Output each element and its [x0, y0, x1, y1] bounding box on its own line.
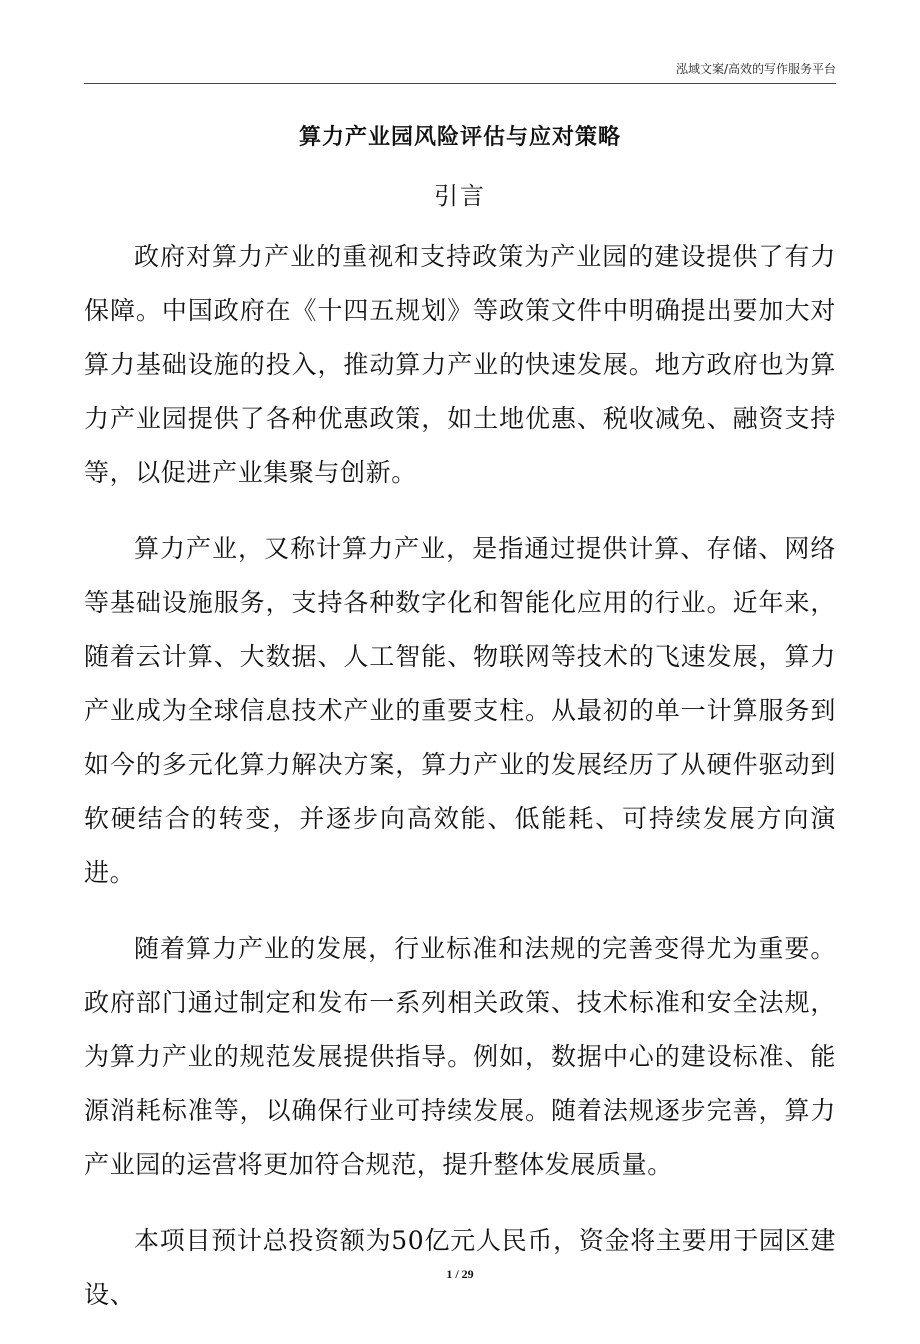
body-text: [84, 230, 836, 1344]
header-divider: [84, 83, 836, 84]
document-title: 算力产业园风险评估与应对策略: [298, 125, 621, 150]
paragraph: 随着算力产业的发展，行业标准和法规的完善变得尤为重要。政府部门通过制定和发布一系列相关政策、技术标准和安全法规，为算力产业的规范发展提供指导。例如，数据中心的建设标准、能源消耗标准等，以确保行业可持续发展。随着法规逐步完善，算力产业园的运营将更加符合规范，提升整体发展质量。: [84, 934, 836, 1179]
paragraph: 本项目预计总投资额为50亿元人民币，资金将主要用于园区建设、: [84, 1226, 836, 1309]
header-note: 泓域文案/高效的写作服务平台: [675, 62, 836, 76]
section-heading: 引言: [434, 182, 486, 210]
paragraph: 算力产业，又称计算力产业，是指通过提供计算、存储、网络等基础设施服务，支持各种数字化和智能化应用的行业。近年来，随着云计算、大数据、人工智能、物联网等技术的飞速发展，算力产业成为全球信息技术产业的重要支柱。从最初的单一计算服务到如今的多元化算力解决方案，算力产业的发展经历了从硬件驱动到软硬结合的转变，并逐步向高效能、低能耗、可持续发展方向演进。: [84, 534, 836, 887]
page-number: 1 / 29: [446, 1267, 474, 1281]
paragraph: 政府对算力产业的重视和支持政策为产业园的建设提供了有力保障。中国政府在《十四五规划》等政策文件中明确提出要加大对算力基础设施的投入，推动算力产业的快速发展。地方政府也为算力产业园提供了各种优惠政策，如土地优惠、税收减免、融资支持等，以促进产业集聚与创新。: [84, 242, 836, 487]
